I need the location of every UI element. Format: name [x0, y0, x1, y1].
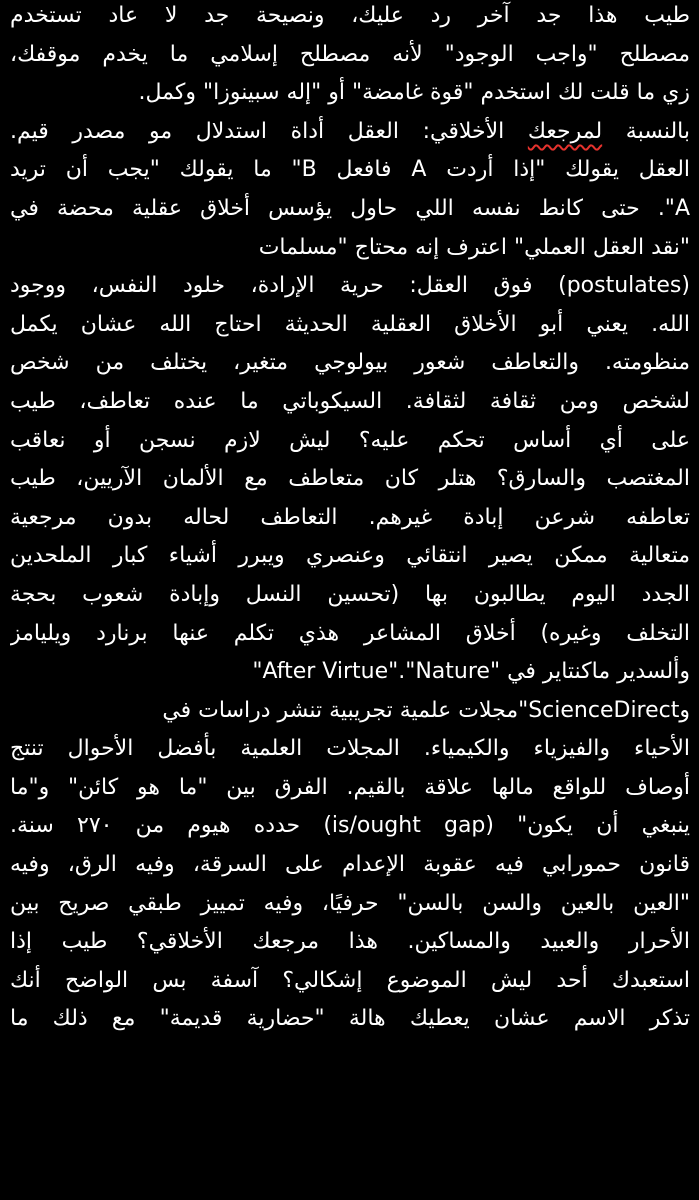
text-line: الجدد اليوم يطالبون بها (تحسين النسل وإبادة شعوب بحجة	[10, 581, 690, 607]
text-line: على أي أساس تحكم عليه؟ ليش لازم نسجن أو نعاقب	[10, 427, 690, 453]
text-line: وألسدير ماكنتاير في "After Virtue"."Nature"	[252, 659, 690, 685]
text-line: متعالية ممكن يصير انتقائي وعنصري ويبرر أشياء كبار الملحدين	[10, 543, 690, 569]
text-line: (postulates) فوق العقل: حرية الإرادة، خلود النفس، ووجود	[10, 273, 690, 299]
text-line: لشخص ومن ثقافة لثقافة. السيكوباتي ما عنده تعاطف، طيب	[10, 388, 690, 414]
text-line: قانون حمورابي فيه عقوبة الإعدام على السرقة، وفيه الرق، وفيه	[10, 852, 690, 878]
text-line: المغتصب والسارق؟ هتلر كان متعاطف مع الألمان الآريين، طيب	[10, 466, 690, 492]
text-line: استعبدك أحد ليش الموضوع إشكالي؟ آسفة بس الواضح أنك	[10, 967, 690, 993]
text-line: أوصاف للواقع مالها علاقة بالقيم. الفرق بين "ما هو كائن" و"ما	[10, 774, 690, 800]
text-line-with-flagged-word	[10, 113, 690, 152]
text-line: طيب هذا جد آخر رد عليك، ونصيحة جد لا عاد تستخدم	[10, 3, 690, 28]
text-segment: بالنسبة	[602, 118, 690, 144]
text-line: الله. يعني أبو الأخلاق العقلية الحديثة احتاج الله عشان يكمل	[10, 311, 690, 337]
text-line: التخلف وغيره) أخلاق المشاعر هذي تكلم عنها برنارد ويليامز	[10, 620, 690, 646]
text-line: تعاطفه شرعن إبادة غيرهم. التعاطف لحاله بدون مرجعية	[10, 504, 690, 530]
text-line: وScienceDirect"مجلات علمية تجريبية تنشر دراسات في	[162, 697, 690, 723]
text-line: الأحرار والعبيد والمساكين. هذا مرجعك الأخلاقي؟ طيب إذا	[10, 929, 690, 955]
text-line: مصطلح "واجب الوجود" لأنه مصطلح إسلامي ما يخدم موقفك،	[10, 41, 690, 67]
text-line: العقل يقولك "إذا أردت A فافعل B" ما يقولك "يجب أن تريد	[10, 157, 690, 183]
text-line: "العين بالعين والسن بالسن" حرفيًا، وفيه تمييز طبقي صريح بين	[10, 890, 690, 916]
text-line: منظومته. والتعاطف شعور بيولوجي متغير، يختلف من شخص	[10, 350, 690, 376]
note-text-body[interactable]	[10, 0, 690, 1200]
text-line: زي ما قلت لك استخدم "قوة غامضة" أو "إله سبينوزا" وكمل.	[138, 80, 690, 106]
text-line: ينبغي أن يكون" (is/ought gap) حدده هيوم من ٢٧٠ سنة.	[10, 813, 690, 839]
text-line: A". حتى كانط نفسه اللي حاول يؤسس أخلاق عقلية محضة في	[10, 195, 690, 221]
text-line: "نقد العقل العملي" اعترف إنه محتاج "مسلمات	[258, 234, 690, 260]
text-segment: الأخلاقي: العقل أداة استدلال مو مصدر قيم.	[10, 118, 528, 144]
text-line: الأحياء والفيزياء والكيمياء. المجلات العلمية بأفضل الأحوال تنتج	[10, 736, 690, 762]
spellcheck-flagged-word[interactable]: لمرجعك	[527, 118, 603, 144]
text-line: تذكر الاسم عشان يعطيك هالة "حضارية قديمة" مع ذلك ما	[10, 1006, 690, 1032]
